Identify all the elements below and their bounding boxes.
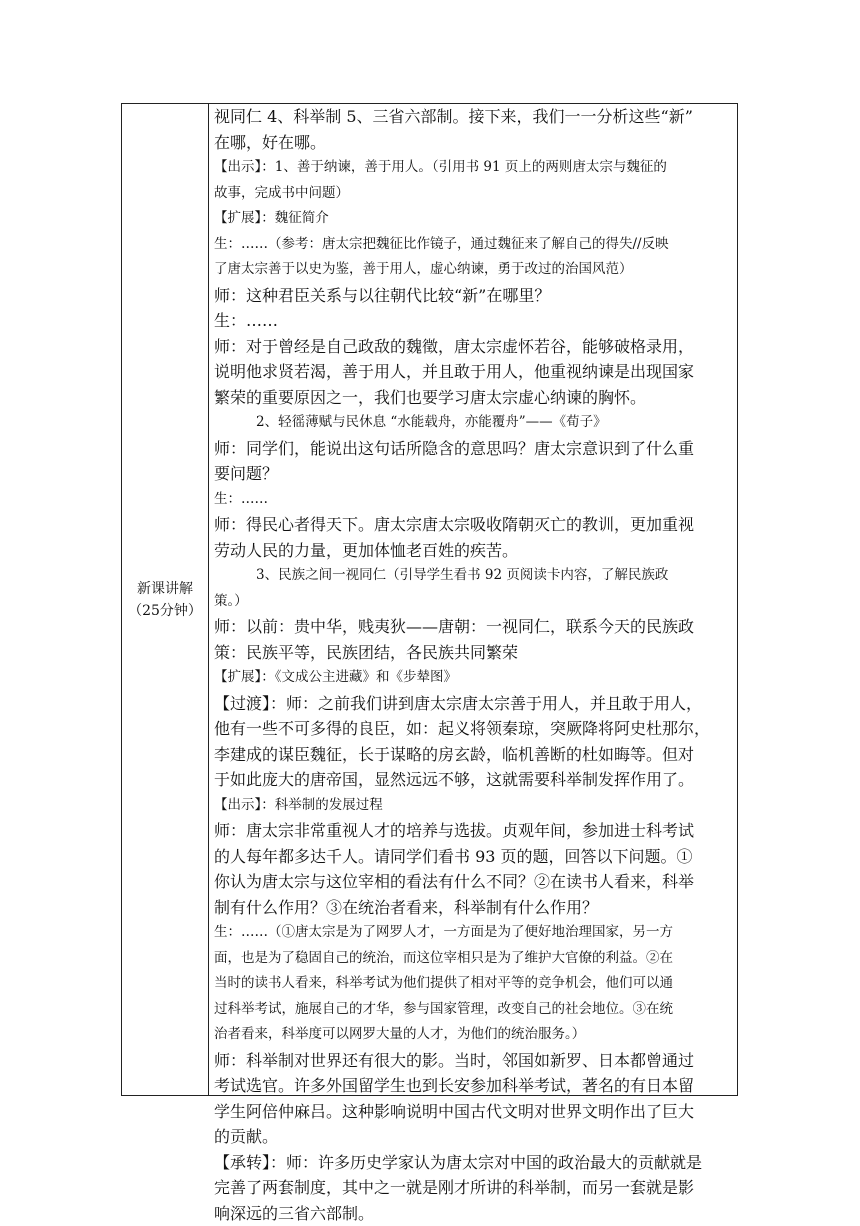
content-line: 李建成的谋臣魏征，长于谋略的房玄龄，临机善断的杜如晦等。但对 xyxy=(214,742,732,768)
section-label-duration: （25分钟） xyxy=(125,600,205,622)
content-line: 生：…… xyxy=(214,308,732,334)
content-line: 生：……（参考：唐太宗把魏征比作镜子，通过魏征来了解自己的得失//反映 xyxy=(214,232,732,258)
content-line: 完善了两套制度，其中之一就是刚才所讲的科举制，而另一套就是影 xyxy=(214,1175,732,1201)
content-line: 考试选官。许多外国留学生也到长安参加科举考试，著名的有日本留 xyxy=(214,1073,732,1099)
content-line: 生：……（①唐太宗是为了网罗人才，一方面是为了便好地治理国家，另一方 xyxy=(214,920,732,946)
content-line: 于如此庞大的唐帝国，显然远远不够，这就需要科举制发挥作用了。 xyxy=(214,767,732,793)
content-line: 师：得民心者得天下。唐太宗唐太宗吸收隋朝灭亡的教训，更加重视 xyxy=(214,512,732,538)
content-line: 的贡献。 xyxy=(214,1124,732,1150)
content-line: 他有一些不可多得的良臣，如：起义将领秦琼，突厥降将阿史杜那尔， xyxy=(214,716,732,742)
content-line: 你认为唐太宗与这位宰相的看法有什么不同？②在读书人看来，科举 xyxy=(214,869,732,895)
content-line: 过科举考试，施展自己的才华，参与国家管理，改变自己的社会地位。③在统 xyxy=(214,997,732,1023)
content-line: 【出示】：1、善于纳谏，善于用人。（引用书 91 页上的两则唐太宗与魏征的 xyxy=(214,155,732,181)
content-line: 故事，完成书中问题） xyxy=(214,181,732,207)
column-divider xyxy=(208,104,209,1095)
content-line: 治者看来，科举度可以网罗大量的人才，为他们的统治服务。） xyxy=(214,1022,732,1048)
content-line: 在哪，好在哪。 xyxy=(214,130,732,156)
content-line: 要问题？ xyxy=(214,461,732,487)
content-line: 视同仁 4、科举制 5、三省六部制。接下来，我们一一分析这些“新” xyxy=(214,104,732,130)
lesson-plan-table xyxy=(121,103,738,1096)
content-line: 师：唐太宗非常重视人才的培养与选拔。贞观年间，参加进士科考试 xyxy=(214,818,732,844)
content-line: 2、轻徭薄赋与民休息 “水能载舟，亦能覆舟”——《荀子》 xyxy=(214,410,732,436)
content-line: 【扩展】：魏征简介 xyxy=(214,206,732,232)
content-line: 了唐太宗善于以史为鉴，善于用人，虚心纳谏，勇于改过的治国风范） xyxy=(214,257,732,283)
content-line: 当时的读书人看来，科举考试为他们提供了相对平等的竞争机会，他们可以通 xyxy=(214,971,732,997)
content-line: 繁荣的重要原因之一，我们也要学习唐太宗虚心纳谏的胸怀。 xyxy=(214,385,732,411)
content-line: 【出示】：科举制的发展过程 xyxy=(214,793,732,819)
content-line: 的人每年都多达千人。请同学们看书 93 页的题，回答以下问题。① xyxy=(214,844,732,870)
content-line: 生：…… xyxy=(214,487,732,513)
content-line: 3、民族之间一视同仁（引导学生看书 92 页阅读卡内容，了解民族政 xyxy=(214,563,732,589)
content-line: 师：对于曾经是自己政敌的魏徵，唐太宗虚怀若谷，能够破格录用， xyxy=(214,334,732,360)
lesson-content-cell xyxy=(214,104,732,1226)
content-line: 【承转】：师：许多历史学家认为唐太宗对中国的政治最大的贡献就是 xyxy=(214,1150,732,1176)
section-label xyxy=(125,578,205,622)
content-line: 【扩展】：《文成公主进藏》和《步辇图》 xyxy=(214,665,732,691)
content-line: 面，也是为了稳固自己的统治，而这位宰相只是为了维护大官僚的利益。②在 xyxy=(214,946,732,972)
content-line: 响深远的三省六部制。 xyxy=(214,1201,732,1226)
content-line: 劳动人民的力量，更加体恤老百姓的疾苦。 xyxy=(214,538,732,564)
content-line: 师：以前：贵中华，贱夷狄——唐朝：一视同仁，联系今天的民族政 xyxy=(214,614,732,640)
content-line: 师：同学们，能说出这句话所隐含的意思吗？唐太宗意识到了什么重 xyxy=(214,436,732,462)
section-label-cell xyxy=(122,104,208,1095)
content-line: 学生阿倍仲麻吕。这种影响说明中国古代文明对世界文明作出了巨大 xyxy=(214,1099,732,1125)
content-line: 师：这种君臣关系与以往朝代比较“新”在哪里？ xyxy=(214,283,732,309)
content-line: 策。） xyxy=(214,589,732,615)
content-line: 【过渡】：师：之前我们讲到唐太宗唐太宗善于用人，并且敢于用人， xyxy=(214,691,732,717)
content-line: 制有什么作用？③在统治者看来，科举制有什么作用？ xyxy=(214,895,732,921)
content-line: 说明他求贤若渴，善于用人，并且敢于用人，他重视纳谏是出现国家 xyxy=(214,359,732,385)
section-label-title: 新课讲解 xyxy=(125,578,205,600)
content-line: 策：民族平等，民族团结，各民族共同繁荣 xyxy=(214,640,732,666)
content-line: 师：科举制对世界还有很大的影。当时，邻国如新罗、日本都曾通过 xyxy=(214,1048,732,1074)
